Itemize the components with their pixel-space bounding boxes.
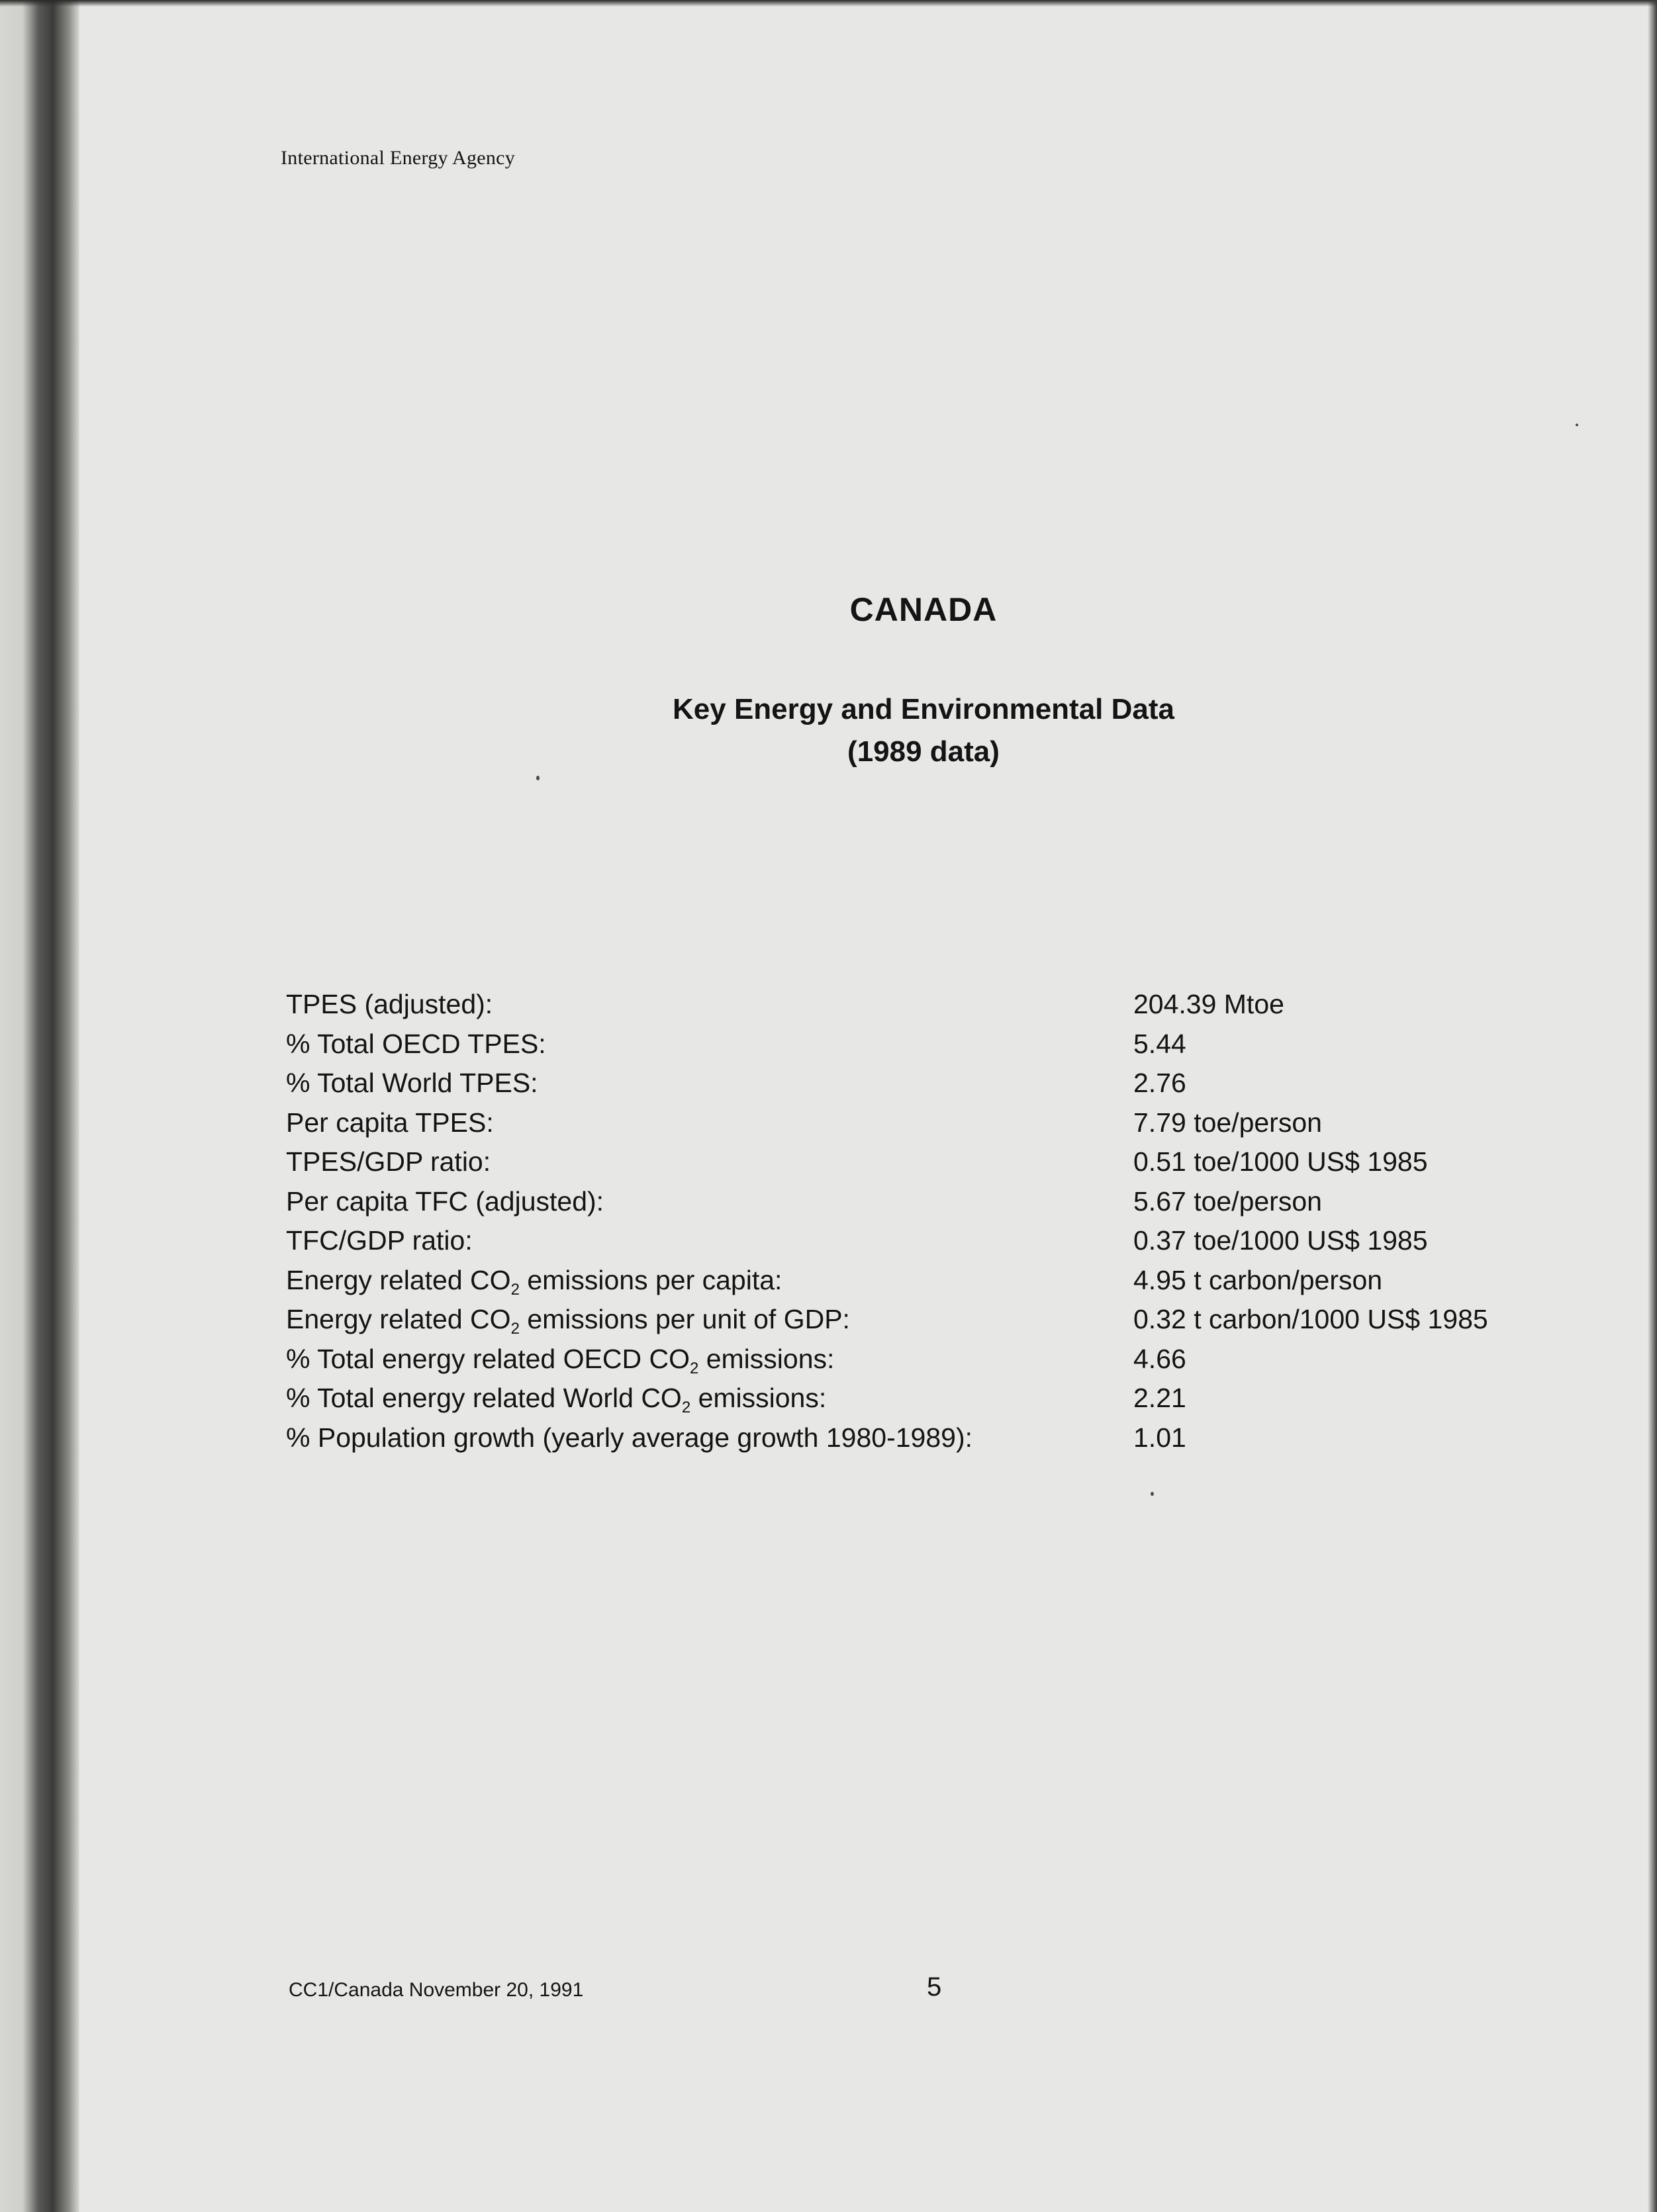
page-right-edge — [1648, 0, 1657, 2212]
row-label — [286, 1340, 834, 1379]
row-value: 204.39 Mtoe — [1133, 989, 1284, 1019]
data-row — [286, 1182, 1577, 1222]
row-label: % Total World TPES: — [286, 1068, 538, 1098]
row-label — [286, 1379, 826, 1418]
label-text: emissions per unit of GDP: — [519, 1304, 850, 1334]
subtitle-line-1: Key Energy and Environmental Data — [673, 693, 1174, 725]
data-row — [286, 1300, 1577, 1340]
data-row — [286, 1103, 1577, 1143]
agency-header: International Energy Agency — [281, 147, 516, 169]
row-value: 5.44 — [1133, 1028, 1186, 1059]
row-value: 2.76 — [1133, 1068, 1186, 1098]
page-number: 5 — [927, 1972, 942, 2002]
data-row — [286, 1221, 1577, 1261]
row-label: % Population growth (yearly average growth 1980-1989): — [286, 1422, 972, 1453]
row-label — [286, 1300, 850, 1340]
label-text: emissions: — [690, 1383, 827, 1413]
data-row — [286, 1379, 1577, 1418]
scan-speck — [1151, 1492, 1154, 1496]
label-text: emissions: — [698, 1343, 835, 1374]
footer-doc-ref: CC1/Canada November 20, 1991 — [289, 1979, 584, 2001]
key-data-table — [286, 985, 1577, 1457]
row-label: Per capita TPES: — [286, 1107, 494, 1138]
row-value: 4.66 — [1133, 1343, 1186, 1374]
book-binding — [0, 0, 79, 2212]
data-row — [286, 1025, 1577, 1064]
subscript: 2 — [681, 1399, 691, 1416]
subscript: 2 — [510, 1280, 520, 1299]
row-label — [286, 1261, 782, 1301]
data-row — [286, 1340, 1577, 1379]
row-value: 0.32 t carbon/1000 US$ 1985 — [1133, 1304, 1488, 1334]
row-value: 4.95 t carbon/person — [1133, 1264, 1383, 1295]
data-row — [286, 1064, 1577, 1103]
row-value: 0.51 toe/1000 US$ 1985 — [1133, 1146, 1428, 1177]
row-value: 2.21 — [1133, 1383, 1186, 1413]
scan-speck — [1576, 424, 1578, 426]
scan-speck — [536, 776, 540, 780]
subscript: 2 — [510, 1320, 520, 1338]
label-text: % Total energy related World CO — [286, 1383, 682, 1413]
row-value: 5.67 toe/person — [1133, 1185, 1322, 1217]
data-row — [286, 985, 1577, 1025]
data-row — [286, 1261, 1577, 1301]
row-label: TPES/GDP ratio: — [286, 1146, 491, 1177]
row-value: 1.01 — [1133, 1422, 1186, 1453]
data-row — [286, 1142, 1577, 1182]
row-value: 0.37 toe/1000 US$ 1985 — [1133, 1225, 1428, 1256]
row-label: % Total OECD TPES: — [286, 1028, 546, 1059]
subscript: 2 — [689, 1359, 699, 1377]
row-label: TPES (adjusted): — [286, 989, 493, 1019]
row-label: Per capita TFC (adjusted): — [286, 1185, 604, 1217]
page-title: CANADA — [849, 591, 998, 628]
row-value: 7.79 toe/person — [1133, 1107, 1322, 1138]
subtitle-line-2: (1989 data) — [847, 735, 1000, 768]
label-text: % Total energy related OECD CO — [286, 1343, 690, 1374]
row-label: TFC/GDP ratio: — [286, 1225, 473, 1256]
label-text: emissions per capita: — [519, 1264, 782, 1295]
label-text: Energy related CO — [286, 1264, 511, 1295]
label-text: Energy related CO — [286, 1304, 511, 1334]
subtitle — [0, 688, 1657, 773]
data-row — [286, 1418, 1577, 1458]
page-top-edge — [0, 0, 1657, 7]
